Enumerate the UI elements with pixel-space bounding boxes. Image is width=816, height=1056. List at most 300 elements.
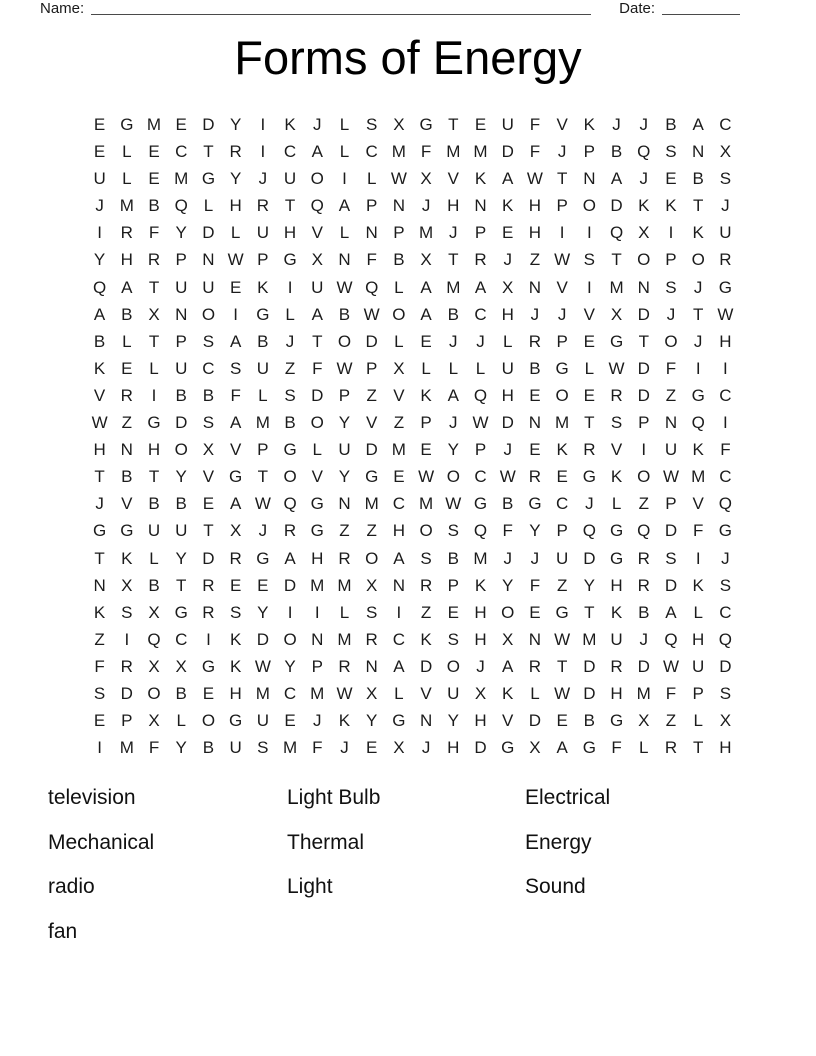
grid-letter: R [583, 440, 596, 460]
word-item: Mechanical [48, 830, 155, 854]
grid-letter: X [529, 738, 541, 758]
grid-letter: T [176, 575, 187, 595]
grid-letter: F [148, 738, 160, 758]
grid-letter: A [420, 277, 432, 297]
grid-letter: P [121, 711, 133, 731]
grid-letter: Y [93, 250, 106, 270]
grid-letter: R [202, 602, 215, 622]
grid-letter: G [582, 467, 596, 487]
grid-letter: B [447, 548, 459, 568]
grid-letter: T [448, 250, 459, 270]
grid-letter: A [665, 602, 677, 622]
grid-letter: V [202, 467, 215, 487]
grid-letter: N [311, 629, 324, 649]
grid-letter: H [147, 440, 161, 460]
grid-letter: P [474, 223, 487, 243]
grid-letter: O [365, 548, 379, 568]
grid-letter: C [474, 304, 487, 324]
grid-letter: D [202, 115, 215, 134]
grid-letter: M [419, 494, 434, 514]
grid-letter: I [668, 223, 674, 243]
grid-letter: M [391, 440, 406, 460]
grid-letter: K [257, 277, 269, 297]
grid-letter: J [476, 656, 485, 676]
header [40, 0, 740, 18]
grid-letter: T [556, 169, 568, 189]
grid-letter: W [662, 656, 679, 676]
grid-letter: M [636, 683, 651, 703]
grid-letter: O [582, 196, 596, 216]
grid-letter: K [502, 683, 514, 703]
grid-letter: R [120, 223, 133, 243]
grid-letter: U [338, 440, 351, 460]
grid-letter: O [419, 521, 433, 541]
grid-letter: Y [175, 548, 187, 568]
grid-letter: S [665, 548, 677, 568]
grid-letter: K [284, 115, 296, 134]
grid-letter: D [637, 385, 650, 405]
grid-letter: H [474, 711, 487, 731]
grid-letter: C [719, 385, 732, 405]
grid-letter: W [91, 413, 108, 433]
grid-letter: Z [366, 521, 377, 541]
grid-letter: V [610, 440, 623, 460]
grid-letter: E [665, 169, 677, 189]
grid-letter: G [310, 494, 324, 514]
grid-letter: G [555, 602, 569, 622]
grid-letter: T [94, 548, 105, 568]
grid-letter: G [201, 656, 216, 676]
grid-letter: I [287, 602, 293, 622]
grid-letter: P [556, 521, 568, 541]
grid-letter: V [502, 711, 514, 731]
grid-letter: T [148, 331, 160, 351]
grid-letter: F [312, 358, 323, 378]
grid-letter: D [583, 656, 596, 676]
grid-letter: J [258, 169, 268, 189]
grid-letter: C [202, 358, 215, 378]
grid-letter: W [717, 304, 734, 324]
grid-letter: N [474, 196, 487, 216]
grid-letter: D [120, 683, 133, 703]
grid-letter: B [202, 385, 215, 405]
grid-letter: X [366, 575, 378, 595]
grid-letter: L [394, 683, 404, 703]
grid-letter: X [148, 656, 160, 676]
grid-letter: L [584, 358, 595, 378]
grid-letter: G [365, 467, 379, 487]
grid-letter: O [201, 711, 216, 731]
grid-letter: A [447, 385, 459, 405]
grid-letter: E [229, 277, 242, 297]
letter-grid [86, 111, 739, 761]
grid-letter: M [364, 494, 379, 514]
grid-letter: M [555, 413, 570, 433]
grid-letter: D [583, 683, 596, 703]
grid-letter: P [665, 250, 677, 270]
grid-letter: D [719, 656, 732, 676]
grid-letter: L [394, 277, 404, 297]
grid-letter: R [610, 385, 623, 405]
grid-letter: E [121, 358, 133, 378]
grid-letter: R [120, 656, 133, 676]
grid-letter: L [230, 223, 241, 243]
grid-letter: B [175, 385, 187, 405]
grid-letter: X [502, 629, 514, 649]
grid-letter: L [502, 331, 513, 351]
grid-letter: X [311, 250, 323, 270]
grid-letter: A [502, 656, 514, 676]
grid-letter: B [148, 196, 160, 216]
word-list [48, 776, 610, 954]
grid-letter: G [528, 494, 542, 514]
grid-letter: B [502, 494, 514, 514]
grid-letter: U [202, 277, 215, 297]
grid-letter: A [93, 304, 106, 324]
grid-letter: I [396, 602, 402, 622]
grid-letter: B [529, 358, 541, 378]
grid-letter: K [610, 602, 623, 622]
grid-letter: M [255, 413, 270, 433]
grid-letter: O [310, 413, 324, 433]
grid-letter: I [723, 413, 728, 433]
grid-letter: E [393, 467, 405, 487]
grid-letter: K [93, 358, 106, 378]
grid-letter: W [499, 467, 516, 487]
grid-letter: C [392, 629, 406, 649]
grid-letter: H [93, 440, 106, 460]
grid-letter: W [554, 683, 571, 703]
grid-letter: Q [691, 413, 705, 433]
grid-letter: Y [447, 711, 459, 731]
grid-letter: X [148, 304, 160, 324]
grid-letter: H [474, 602, 487, 622]
grid-letter: P [420, 413, 432, 433]
grid-letter: J [421, 196, 431, 216]
grid-letter: L [149, 358, 159, 378]
grid-letter: S [447, 521, 459, 541]
grid-letter: D [202, 223, 215, 243]
grid-letter: D [202, 548, 215, 568]
grid-letter: T [148, 467, 160, 487]
grid-letter: P [583, 142, 596, 162]
grid-letter: U [501, 358, 514, 378]
grid-letter: L [639, 738, 649, 758]
grid-letter: I [586, 277, 592, 297]
grid-letter: A [393, 548, 405, 568]
grid-letter: T [692, 304, 704, 324]
grid-letter: E [284, 711, 296, 731]
grid-letter: T [203, 142, 214, 162]
grid-letter: W [472, 413, 489, 433]
grid-letter: K [229, 656, 242, 676]
grid-letter: S [583, 250, 596, 270]
grid-letter: A [229, 331, 242, 351]
grid-letter: J [503, 548, 512, 568]
grid-letter: B [148, 575, 160, 595]
grid-letter: C [365, 142, 378, 162]
grid-letter: G [473, 494, 488, 514]
word-item: Sound [525, 875, 586, 899]
grid-letter: W [336, 358, 353, 378]
grid-letter: U [229, 738, 242, 758]
grid-letter: V [447, 169, 459, 189]
grid-letter: G [229, 467, 243, 487]
page-title: Forms of Energy [234, 31, 582, 84]
grid-letter: L [339, 602, 350, 622]
grid-letter: B [148, 494, 160, 514]
grid-letter: G [609, 548, 624, 568]
grid-letter: M [419, 223, 434, 243]
grid-letter: R [120, 385, 133, 405]
grid-letter: J [503, 250, 512, 270]
grid-letter: Z [94, 629, 105, 649]
grid-letter: L [285, 304, 295, 324]
grid-letter: H [229, 196, 242, 216]
word-item: Thermal [287, 830, 365, 854]
grid-letter: P [447, 575, 459, 595]
grid-letter: D [637, 304, 650, 324]
grid-letter: X [719, 142, 732, 162]
grid-letter: U [283, 169, 297, 189]
grid-letter: R [719, 250, 732, 270]
grid-letter: G [718, 277, 732, 297]
grid-letter: F [692, 521, 704, 541]
grid-letter: D [175, 413, 188, 433]
grid-letter: Y [583, 575, 596, 595]
grid-letter: P [665, 494, 677, 514]
grid-letter: J [313, 711, 322, 731]
grid-letter: H [283, 223, 297, 243]
grid-letter: P [638, 413, 650, 433]
grid-letter: J [530, 548, 540, 568]
grid-letter: E [529, 602, 541, 622]
grid-letter: H [474, 629, 487, 649]
grid-letter: G [120, 115, 134, 134]
grid-letter: S [447, 629, 459, 649]
grid-letter: N [664, 413, 678, 433]
grid-letter: N [338, 250, 351, 270]
grid-letter: K [692, 440, 704, 460]
grid-letter: R [283, 521, 297, 541]
grid-letter: G [718, 521, 732, 541]
grid-letter: H [447, 196, 460, 216]
grid-letter: A [692, 115, 704, 134]
grid-letter: X [420, 250, 432, 270]
grid-letter: P [556, 331, 568, 351]
grid-letter: I [260, 115, 266, 134]
grid-letter: J [612, 115, 621, 134]
grid-letter: S [366, 115, 378, 134]
grid-letter: Y [338, 467, 351, 487]
grid-letter: F [720, 440, 731, 460]
grid-letter: V [583, 304, 596, 324]
grid-letter: E [502, 223, 514, 243]
grid-letter: K [420, 385, 432, 405]
grid-letter: I [641, 440, 647, 460]
grid-letter: D [610, 196, 623, 216]
word-item: Light Bulb [287, 786, 381, 809]
grid-letter: J [449, 413, 458, 433]
grid-letter: X [148, 602, 160, 622]
grid-letter: H [610, 683, 623, 703]
grid-letter: A [610, 169, 623, 189]
grid-letter: N [202, 250, 215, 270]
grid-letter: P [393, 223, 405, 243]
grid-letter: V [121, 494, 133, 514]
grid-letter: E [148, 169, 160, 189]
grid-letter: W [227, 250, 244, 270]
grid-letter: O [637, 467, 651, 487]
grid-letter: D [311, 385, 324, 405]
grid-letter: R [528, 331, 542, 351]
grid-letter: J [721, 548, 730, 568]
grid-letter: I [260, 142, 266, 162]
word-list-column [525, 776, 610, 954]
grid-letter: J [340, 738, 349, 758]
grid-letter: A [229, 494, 242, 514]
grid-letter: X [474, 683, 487, 703]
grid-letter: C [556, 494, 569, 514]
grid-letter: J [449, 223, 458, 243]
grid-letter: G [501, 738, 515, 758]
grid-letter: X [148, 711, 160, 731]
grid-letter: Q [609, 223, 624, 243]
grid-letter: G [283, 440, 297, 460]
grid-letter: N [528, 629, 542, 649]
grid-letter: N [692, 142, 705, 162]
grid-letter: Y [229, 115, 242, 134]
grid-letter: U [719, 223, 732, 243]
grid-letter: I [287, 277, 293, 297]
grid-letter: G [174, 602, 188, 622]
grid-letter: S [121, 602, 133, 622]
grid-letter: J [666, 304, 676, 324]
grid-letter: O [501, 602, 515, 622]
grid-letter: R [637, 575, 650, 595]
grid-letter: A [420, 304, 432, 324]
grid-letter: T [611, 250, 622, 270]
grid-letter: H [501, 385, 514, 405]
grid-letter: U [175, 358, 188, 378]
grid-letter: P [175, 331, 187, 351]
grid-letter: U [256, 358, 269, 378]
grid-letter: X [610, 304, 623, 324]
grid-letter: M [446, 277, 461, 297]
grid-letter: J [95, 494, 104, 514]
grid-letter: K [502, 196, 514, 216]
grid-letter: G [256, 304, 270, 324]
grid-letter: V [556, 277, 568, 297]
grid-letter: X [719, 711, 732, 731]
grid-letter: O [174, 440, 188, 460]
grid-letter: J [557, 304, 567, 324]
grid-letter: H [528, 196, 542, 216]
grid-letter: R [147, 250, 161, 270]
grid-letter: M [337, 575, 352, 595]
grid-letter: E [175, 115, 187, 134]
grid-letter: Q [147, 629, 161, 649]
grid-letter: F [148, 223, 160, 243]
grid-letter: C [283, 683, 297, 703]
grid-letter: R [338, 548, 351, 568]
grid-letter: O [310, 169, 324, 189]
grid-letter: W [254, 494, 271, 514]
grid-letter: I [695, 548, 701, 568]
grid-letter: D [528, 711, 542, 731]
grid-letter: P [338, 385, 351, 405]
grid-letter: P [175, 250, 187, 270]
grid-letter: E [202, 683, 215, 703]
grid-letter: L [693, 711, 703, 731]
grid-letter: O [637, 250, 651, 270]
grid-letter: L [339, 142, 350, 162]
grid-letter: D [256, 629, 269, 649]
grid-letter: D [583, 548, 596, 568]
grid-letter: B [638, 602, 650, 622]
grid-letter: R [419, 575, 433, 595]
grid-letter: A [284, 548, 296, 568]
grid-letter: W [554, 250, 571, 270]
grid-letter: F [94, 656, 105, 676]
grid-letter: W [526, 169, 543, 189]
grid-letter: F [529, 142, 541, 162]
grid-letter: P [257, 440, 269, 460]
grid-letter: Q [283, 494, 297, 514]
word-item: television [48, 786, 136, 809]
grid-letter: H [392, 521, 406, 541]
grid-letter: G [609, 331, 624, 351]
grid-letter: O [147, 683, 161, 703]
grid-letter: X [229, 521, 242, 541]
grid-letter: Q [365, 277, 379, 297]
grid-letter: M [609, 277, 624, 297]
grid-letter: N [637, 277, 650, 297]
grid-letter: R [637, 548, 650, 568]
grid-letter: M [119, 738, 134, 758]
grid-letter: D [664, 575, 678, 595]
grid-letter: N [365, 223, 378, 243]
grid-letter: H [528, 223, 542, 243]
grid-letter: L [475, 358, 486, 378]
grid-letter: C [392, 494, 406, 514]
grid-letter: U [692, 656, 705, 676]
grid-letter: R [229, 142, 242, 162]
grid-letter: X [175, 656, 187, 676]
grid-letter: B [583, 711, 596, 731]
grid-letter: S [719, 683, 732, 703]
grid-letter: O [446, 656, 460, 676]
grid-letter: L [122, 142, 132, 162]
grid-letter: I [314, 602, 320, 622]
grid-letter: U [256, 223, 269, 243]
grid-letter: V [229, 440, 242, 460]
grid-letter: F [312, 738, 323, 758]
grid-letter: X [393, 738, 405, 758]
grid-letter: I [206, 629, 211, 649]
word-list-column [287, 776, 525, 954]
grid-letter: J [639, 169, 649, 189]
grid-letter: N [93, 575, 106, 595]
grid-letter: Y [447, 440, 459, 460]
grid-letter: C [719, 602, 732, 622]
grid-letter: L [258, 385, 268, 405]
grid-letter: F [529, 575, 541, 595]
grid-letter: P [366, 196, 378, 216]
grid-letter: W [390, 169, 407, 189]
grid-letter: Q [473, 385, 488, 405]
grid-letter: Q [582, 521, 596, 541]
